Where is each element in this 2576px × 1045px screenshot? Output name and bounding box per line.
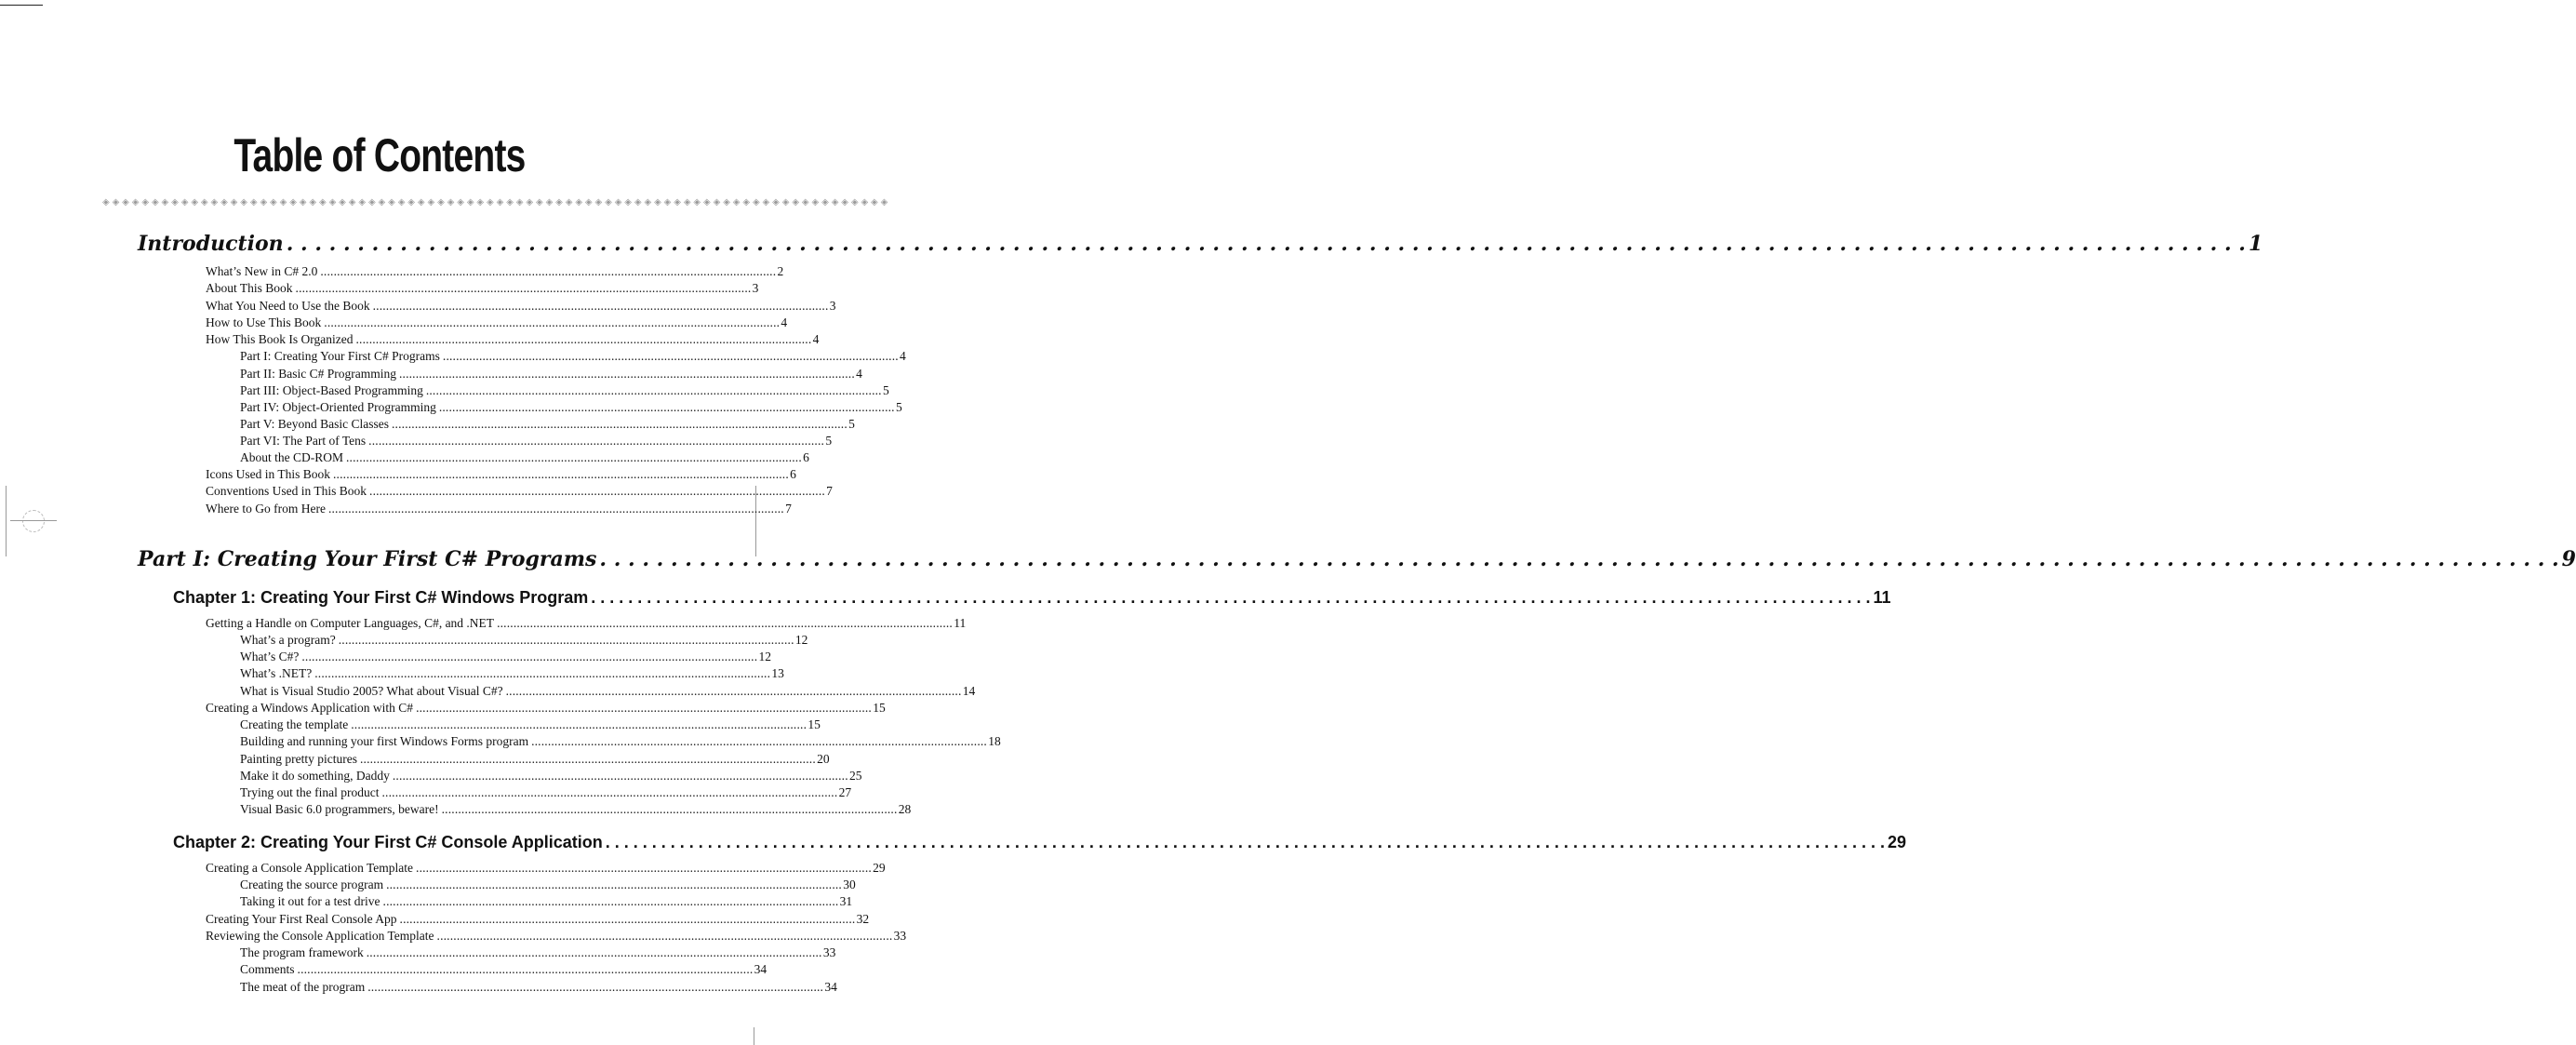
entry-title: The meat of the program <box>240 980 366 994</box>
toc-subsection-entry[interactable] <box>240 682 976 700</box>
entry-page: 12 <box>758 650 772 663</box>
entry-title: Comments <box>240 962 295 976</box>
dot-leader <box>333 465 787 483</box>
toc-chapter-entry[interactable] <box>173 586 1891 609</box>
entry-title: What You Need to Use the Book <box>206 299 370 313</box>
dot-leader <box>416 699 870 717</box>
toc-section-entry[interactable] <box>206 859 886 877</box>
dot-leader <box>497 614 951 632</box>
dot-leader <box>393 767 847 784</box>
entry-title: Visual Basic 6.0 programmers, beware! <box>240 802 439 816</box>
dot-leader <box>506 682 960 700</box>
toc-subsection-entry[interactable] <box>240 944 836 961</box>
toc-chapter-entry[interactable] <box>173 831 1907 853</box>
entry-title: Part VI: The Part of Tens <box>240 434 367 448</box>
entry-page: 11 <box>954 616 967 630</box>
dot-leader <box>367 978 821 996</box>
entry-page: 4 <box>856 367 862 381</box>
toc-part-entry[interactable] <box>138 545 2576 573</box>
entry-page: 20 <box>817 752 830 766</box>
entry-page: 6 <box>790 467 796 481</box>
entry-page: 34 <box>824 980 837 994</box>
toc-subsection-entry[interactable] <box>240 365 862 382</box>
dot-leader <box>399 365 853 382</box>
entry-page: 29 <box>873 861 886 875</box>
entry-title: Part V: Beyond Basic Classes <box>240 417 389 431</box>
entry-page: 13 <box>771 666 784 680</box>
dot-leader <box>368 432 822 449</box>
dot-leader <box>591 586 1870 609</box>
entry-page: 18 <box>988 734 1001 748</box>
entry-title: Painting pretty pictures <box>240 752 357 766</box>
toc-subsection-entry[interactable] <box>240 892 853 910</box>
entry-title: Part I: Creating Your First C# Programs <box>138 547 597 571</box>
dot-leader <box>439 398 893 416</box>
entry-title: How to Use This Book <box>206 315 322 329</box>
entry-page: 5 <box>882 383 889 397</box>
dot-leader <box>360 750 814 768</box>
toc-subsection-entry[interactable] <box>240 750 830 768</box>
toc-subsection-entry[interactable] <box>240 664 784 682</box>
dot-leader <box>392 415 846 433</box>
toc-section-entry[interactable] <box>206 330 820 348</box>
entry-title: Creating the template <box>240 717 349 731</box>
toc-subsection-entry[interactable] <box>240 648 772 665</box>
entry-page: 6 <box>803 450 809 464</box>
entry-title: Chapter 2: Creating Your First C# Console Application <box>173 833 603 851</box>
toc-section-entry[interactable] <box>206 297 836 315</box>
dot-leader <box>443 347 897 365</box>
toc-subsection-entry[interactable] <box>240 732 1001 750</box>
dot-leader <box>320 262 774 280</box>
toc-section-entry[interactable] <box>206 614 967 632</box>
entry-page: 4 <box>812 332 820 346</box>
toc-subsection-entry[interactable] <box>240 449 809 466</box>
entry-title: Getting a Handle on Computer Languages, C#, and .NET <box>206 616 495 630</box>
entry-page: 27 <box>838 785 852 799</box>
entry-page: 5 <box>895 400 902 414</box>
entry-page: 28 <box>898 802 912 816</box>
toc-subsection-entry[interactable] <box>240 382 889 399</box>
entry-title: The program framework <box>240 945 364 959</box>
dot-leader <box>442 800 896 818</box>
entry-title: What’s New in C# 2.0 <box>206 264 318 278</box>
toc-section-entry[interactable] <box>206 465 796 483</box>
toc-section-entry[interactable] <box>206 314 788 331</box>
dot-leader <box>383 892 837 910</box>
toc-subsection-entry[interactable] <box>240 767 862 784</box>
dot-leader <box>301 648 755 665</box>
dot-leader <box>296 279 750 297</box>
entry-page: 5 <box>825 434 833 448</box>
entry-page: 2 <box>777 264 784 278</box>
dot-leader <box>356 330 810 348</box>
dot-leader <box>437 927 891 945</box>
dot-leader <box>369 482 823 500</box>
entry-title: Introduction <box>138 232 284 256</box>
dot-leader <box>416 859 870 877</box>
entry-page: 15 <box>808 717 821 731</box>
entry-page: 31 <box>839 894 853 908</box>
entry-title: Trying out the final product <box>240 785 380 799</box>
toc-subsection-entry[interactable] <box>240 631 808 649</box>
dot-leader <box>351 716 805 733</box>
dot-leader <box>339 631 793 649</box>
toc-subsection-entry[interactable] <box>240 716 821 733</box>
toc-section-entry[interactable] <box>206 910 870 928</box>
toc-subsection-entry[interactable] <box>240 876 856 893</box>
toc-section-entry[interactable] <box>206 699 886 717</box>
entry-page: 4 <box>900 349 906 363</box>
toc-section-entry[interactable] <box>206 500 792 517</box>
entry-title: About This Book <box>206 281 293 295</box>
decorative-dot-rule: ◈◈◈◈◈◈◈◈◈◈◈◈◈◈◈◈◈◈◈◈◈◈◈◈◈◈◈◈◈◈◈◈◈◈◈◈◈◈◈◈◈◈◈◈◈◈◈◈◈◈◈◈◈◈◈◈◈◈◈◈◈◈◈◈◈◈◈◈◈◈◈◈◈◈◈◈◈◈◈◈ <box>102 197 891 208</box>
entry-page: 7 <box>826 484 833 498</box>
entry-title: What’s C#? <box>240 650 300 663</box>
toc-section-entry[interactable] <box>206 927 907 945</box>
dot-leader <box>328 500 782 517</box>
page-title: Table of Contents <box>234 129 526 181</box>
entry-title: Make it do something, Daddy <box>240 769 390 783</box>
toc-subsection-entry[interactable] <box>240 800 912 818</box>
toc-subsection-entry[interactable] <box>240 347 906 365</box>
entry-page: 9 <box>2561 547 2576 571</box>
entry-title: What’s .NET? <box>240 666 313 680</box>
entry-title: Creating Your First Real Console App <box>206 912 397 926</box>
dot-leader <box>324 314 778 331</box>
entry-page: 32 <box>856 912 870 926</box>
entry-page: 25 <box>849 769 862 783</box>
entry-title: Taking it out for a test drive <box>240 894 380 908</box>
dot-leader <box>606 831 1885 853</box>
entry-title: Reviewing the Console Application Template <box>206 929 434 943</box>
toc-section-entry[interactable] <box>206 482 833 500</box>
entry-title: What is Visual Studio 2005? What about Visual C#? <box>240 684 503 698</box>
entry-title: About the CD-ROM <box>240 450 343 464</box>
entry-page: 12 <box>794 633 808 647</box>
dot-leader <box>386 876 840 893</box>
toc-subsection-entry[interactable] <box>240 398 902 416</box>
dot-leader <box>287 230 2246 258</box>
dot-leader <box>382 784 836 801</box>
entry-page: 4 <box>781 315 788 329</box>
toc-subsection-entry[interactable] <box>240 415 855 433</box>
entry-page: 34 <box>754 962 767 976</box>
entry-title: Where to Go from Here <box>206 502 326 516</box>
toc-subsection-entry[interactable] <box>240 960 767 978</box>
entry-page: 3 <box>752 281 759 295</box>
dot-leader <box>314 664 768 682</box>
entry-page: 3 <box>829 299 836 313</box>
entry-page: 29 <box>1888 833 1907 851</box>
entry-title: Part II: Basic C# Programming <box>240 367 396 381</box>
dot-leader <box>373 297 827 315</box>
dot-leader <box>298 960 752 978</box>
entry-page: 7 <box>785 502 792 516</box>
toc-section-entry[interactable] <box>206 279 759 297</box>
dot-leader <box>367 944 821 961</box>
entry-title: Icons Used in This Book <box>206 467 330 481</box>
dot-leader <box>346 449 800 466</box>
dot-leader <box>426 382 880 399</box>
entry-title: Conventions Used in This Book <box>206 484 367 498</box>
entry-page: 1 <box>2248 232 2263 256</box>
entry-page: 15 <box>873 701 886 715</box>
dot-leader <box>531 732 985 750</box>
entry-title: Part III: Object-Based Programming <box>240 383 423 397</box>
entry-title: Creating the source program <box>240 878 384 891</box>
dot-leader <box>400 910 854 928</box>
entry-title: What’s a program? <box>240 633 336 647</box>
entry-title: Creating a Windows Application with C# <box>206 701 414 715</box>
toc-subsection-entry[interactable] <box>240 978 837 996</box>
entry-page: 33 <box>893 929 907 943</box>
entry-page: 30 <box>843 878 856 891</box>
toc-section-entry[interactable] <box>206 262 784 280</box>
toc-subsection-entry[interactable] <box>240 784 852 801</box>
entry-title: Part IV: Object-Oriented Programming <box>240 400 436 414</box>
entry-title: Chapter 1: Creating Your First C# Windows Program <box>173 588 589 607</box>
entry-page: 11 <box>1873 588 1891 607</box>
dot-leader <box>599 545 2558 573</box>
entry-page: 14 <box>962 684 976 698</box>
entry-page: 33 <box>822 945 836 959</box>
entry-title: How This Book Is Organized <box>206 332 354 346</box>
entry-title: Creating a Console Application Template <box>206 861 414 875</box>
entry-title: Building and running your first Windows Forms program <box>240 734 529 748</box>
toc-part-entry[interactable] <box>138 230 2263 258</box>
toc-subsection-entry[interactable] <box>240 432 833 449</box>
entry-page: 5 <box>848 417 855 431</box>
entry-title: Part I: Creating Your First C# Programs <box>240 349 440 363</box>
